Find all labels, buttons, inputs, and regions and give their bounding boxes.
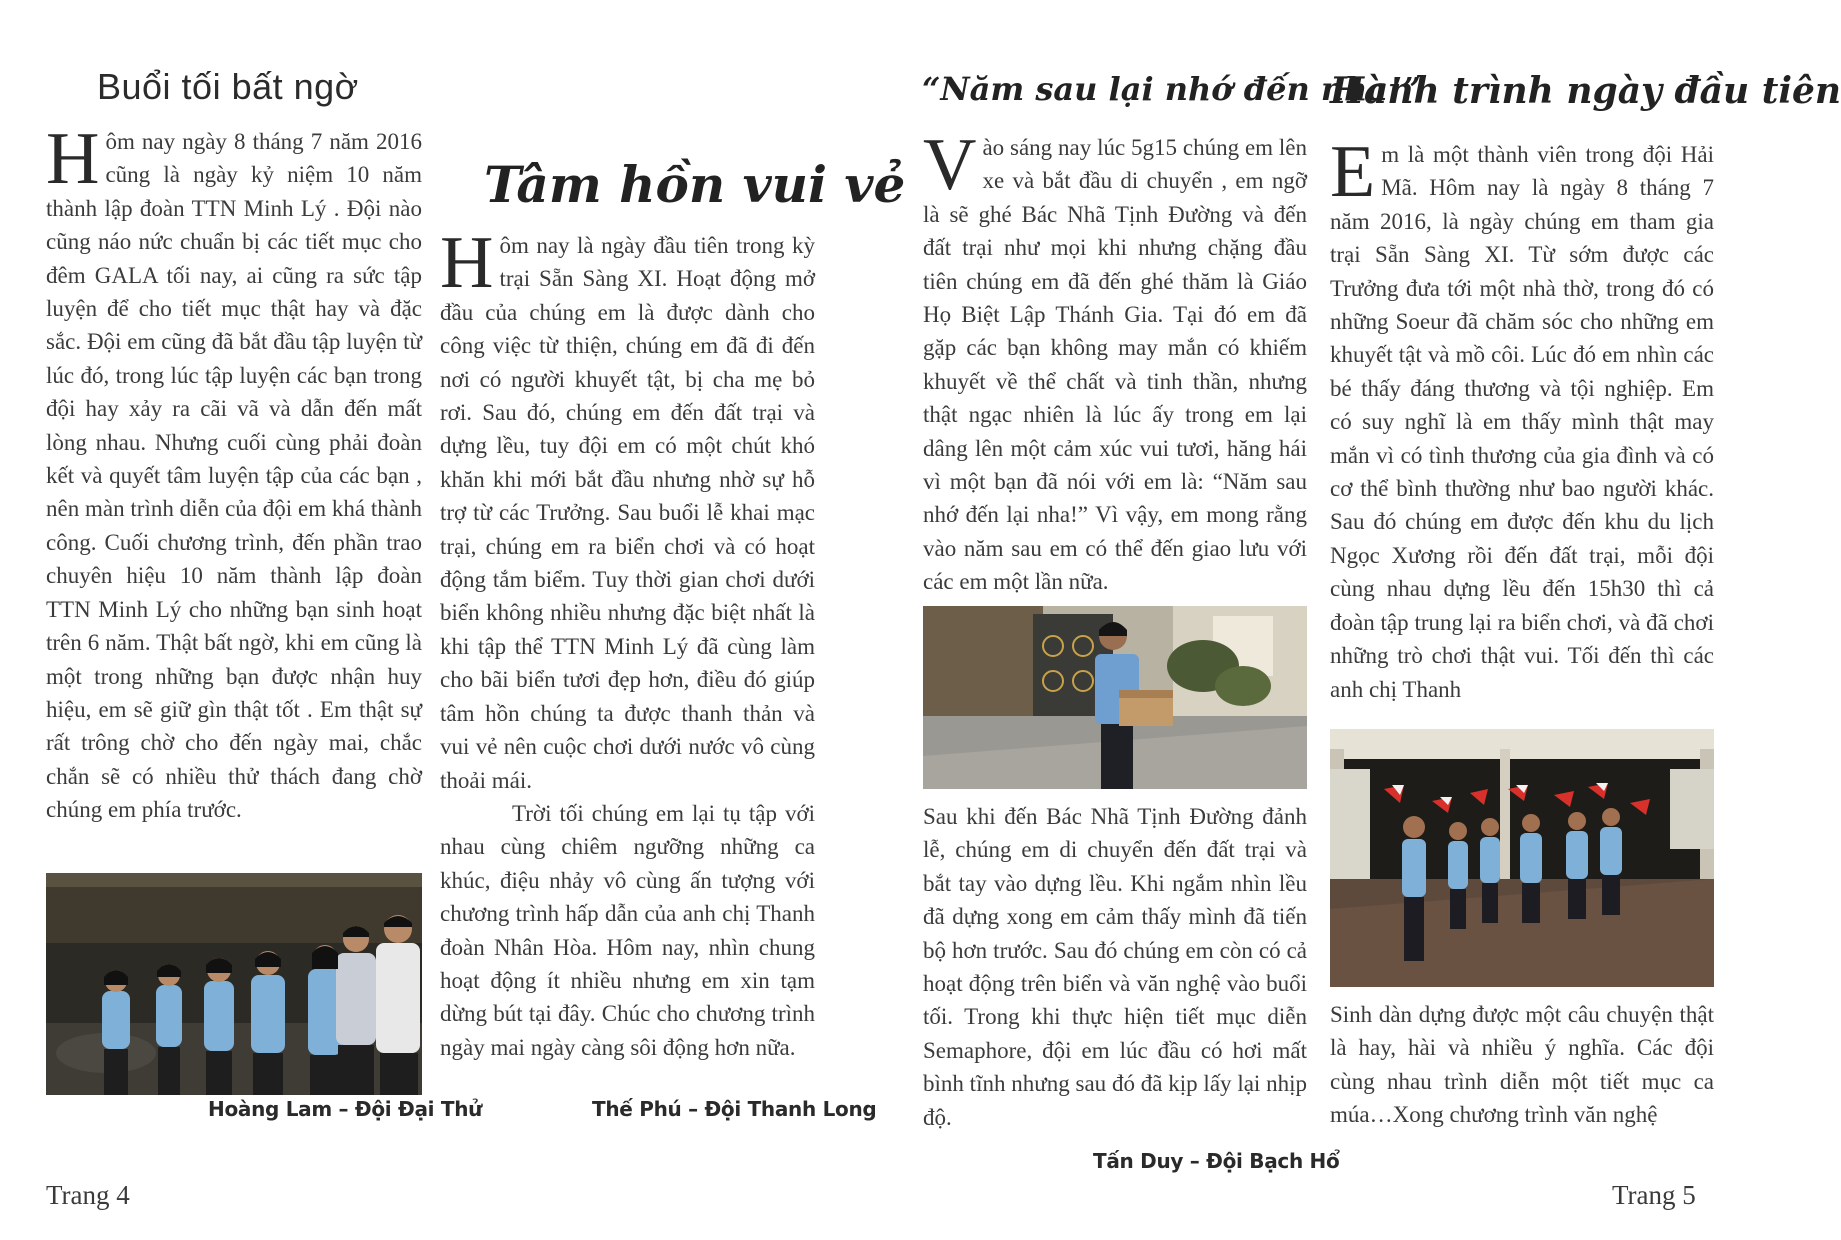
article-paragraph: Sinh dàn dựng được một câu chuyện thật là hay, hài và nhiều ý nghĩa. Các đội cùng nhau trình diễn một tiết mục ca múa…Xong chương trình văn nghệ [1330,1002,1714,1128]
article-body-tam-hon [440,222,815,1064]
article-paragraph: Hôm nay ngày 8 tháng 7 năm 2016 cũng là ngày kỷ niệm 10 năm thành lập đoàn TTN Minh Lý . Đội nào cũng náo nức chuẩn bị các tiết mục cho đêm GALA tối nay, ai cũng ra sức tập luyện để cho tiết mục thật hay và đặc sắc. Đội em cũng đã bắt đầu tập luyện từ lúc đó, trong lúc tập luyện các bạn trong đội hay xảy ra cãi vã và dẫn đến mất lòng nhau. Nhưng cuối cùng phải đoàn kết và quyết tâm luyện tập của các bạn , nên màn trình diễn của đội em khá thành công. Cuối chương trình, đến phần trao chuyên hiệu 10 năm thành lập đoàn TTN Minh Lý cho những bạn sinh hoạt trên 6 năm. Thật bất ngờ, khi em cũng là một trong những bạn được nhận huy hiệu, em sẽ giữ gìn thật tốt . Em thật sự rất trông chờ cho đến ngày mai, chắc chắn sẽ có nhiều thử thách đang chờ chúng em phía trước. [46,118,422,823]
drop-cap: H [46,118,100,200]
page-number-right: Trang 5 [1612,1180,1696,1210]
article-title-buoi-toi: Buổi tối bất ngờ [97,66,359,107]
article-title-tam-hon: Tâm hồn vui vẻ [484,155,906,214]
article-title-hanh-trinh: Hành trình ngày đầu tiên [1330,70,1841,112]
byline-the-phu: Thế Phú – Đội Thanh Long [592,1097,877,1121]
article-paragraph: Sau khi đến Bác Nhã Tịnh Đường đảnh lễ, chúng em di chuyển đến đất trại và bắt tay vào dựng lều. Khi ngắm nhìn lều đã dựng xong em cảm thấy mình đã tiến bộ hơn trước. Sau đó chúng em còn có cả hoạt động trên biển và văn nghệ vào buổi tối. Trong khi thực hiện tiết mục diễn Semaphore, đội em lúc đầu có hơi mất bình tĩnh nhưng sau đó đã kịp lấy lại nhịp độ. [923,804,1307,1130]
photo-award-ceremony [46,873,422,1095]
page-number-left: Trang 4 [46,1180,130,1210]
byline-tan-duy: Tấn Duy – Đội Bạch Hổ [1093,1149,1340,1173]
drop-cap: V [923,124,977,206]
article-title-nam-sau: “Năm sau lại nhớ đến nha!” [922,70,1421,108]
article-paragraph: Hôm nay là ngày đầu tiên trong kỳ trại Sẵn Sàng XI. Hoạt động mở đầu của chúng em là được dành cho công việc từ thiện, chúng em đã đi đến nơi có người khuyết tật, bị cha mẹ bỏ rơi. Sau đó, chúng em đến đất trại và dựng lều, tuy đội em có một chút khó khăn khi mới bắt đầu nhưng nhờ sự hỗ trợ từ các Trưởng. Sau buổi lễ khai mạc trại, chúng em ra biển chơi và có hoạt động tắm biểm. Tuy thời gian chơi dưới biển không nhiều nhưng đặc biệt nhất là khi tập thể TTN Minh Lý đã cùng làm cho bãi biển tươi đẹp hơn, điều đó giúp tâm hồn chúng ta được thanh thản và vui vẻ nên cuộc chơi dưới nước vô cùng thoải mái. [440,222,815,793]
byline-hoang-lam: Hoàng Lam – Đội Đại Thử [208,1097,483,1121]
article-body-nam-sau-cont [923,800,1307,1134]
left-page [0,0,906,1240]
article-body-hanh-trinh-cont [1330,998,1714,1132]
photo-semaphore-performance [1330,729,1714,987]
article-paragraph: Em là một thành viên trong đội Hải Mã. Hôm nay là ngày 8 tháng 7 năm 2016, là ngày chúng em tham gia trại Sẵn Sàng XI. Từ sớm được các Trưởng đưa tới một nhà thờ, trong đó có những Soeur đã chăm sóc cho những em khuyết tật và mồ côi. Lúc đó em nhìn các bé thấy đáng thương và tội nghiệp. Em có suy nghĩ là em thấy mình thật may mắn vì có tình thương của gia đình và có cơ thể bình thường như bao người khác. Sau đó chúng em được đến khu du lịch Ngọc Xương rồi đến đất trại, mỗi đội cùng nhau dựng lều đến 15h30 thì cả đoàn tập trung lại ra biển chơi, và đã chơi những trò chơi thật vui. Tối đến thì các anh chị Thanh [1330,131,1714,702]
article-body-hanh-trinh [1330,131,1714,706]
article-paragraph: Vào sáng nay lúc 5g15 chúng em lên xe và bắt đầu di chuyển , em ngỡ là sẽ ghé Bác Nhã Tịnh Đường và đến đất trại như mọi khi nhưng chặng đầu tiên chúng em đã đến ghé thăm là Giáo Họ Biệt Lập Thánh Gia. Tại đó em đã gặp các bạn không may mắn có khiếm khuyết về thể chất và tinh thần, nhưng thật ngạc nhiên là lúc ấy trong em lại dâng lên một cảm xúc vui tươi, hăng hái vì một bạn đã nói với em là: “Năm sau nhớ đến lại nha!” Vì vậy, em mong rằng vào năm sau em có thể đến giao lưu với các em một lần nữa. [923,124,1307,595]
drop-cap: E [1330,131,1376,213]
right-page [877,0,1841,1240]
article-body-buoi-toi [46,118,422,827]
article-body-nam-sau [923,124,1307,599]
article-paragraph: Trời tối chúng em lại tụ tập với nhau cùng chiêm ngưỡng những ca khúc, điệu nhảy vô cùng ấn tượng với chương trình hấp dẫn của anh chị Thanh đoàn Nhân Hòa. Hôm nay, nhìn chung hoạt động ít nhiều nhưng em xin tạm dừng bút tại đây. Chúc cho chương trình ngày mai ngày càng sôi động hơn nữa. [440,800,815,1060]
drop-cap: H [440,222,494,304]
photo-carrying-box [923,606,1307,789]
